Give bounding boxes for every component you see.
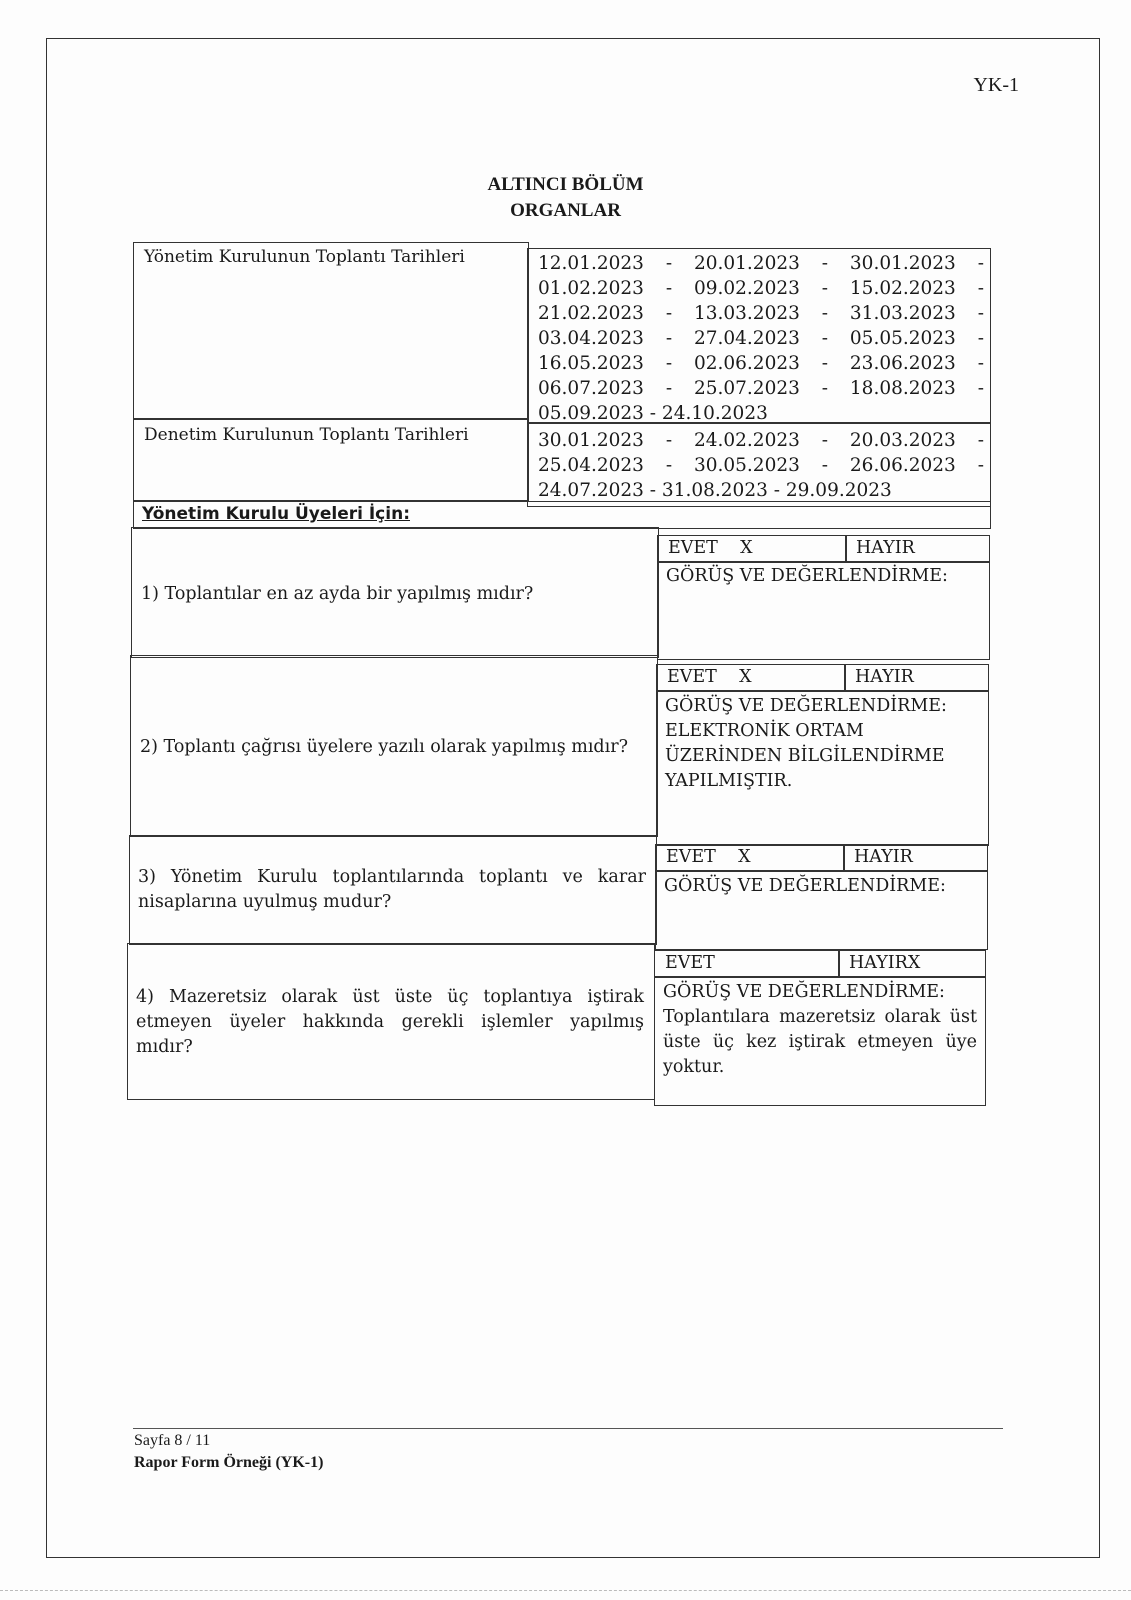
audit-meetings-dates-cell bbox=[527, 423, 991, 507]
page-number: Sayfa 8 / 11 bbox=[134, 1432, 211, 1449]
board-meetings-label-cell bbox=[133, 242, 529, 419]
board-date-row: 12.01.2023 - 20.01.2023 - 30.01.2023 - bbox=[538, 253, 984, 274]
board-date-row: 03.04.2023 - 27.04.2023 - 05.05.2023 - bbox=[538, 328, 984, 349]
question-1-text: 1) Toplantılar en az ayda bir yapılmış mıdır? bbox=[141, 584, 534, 604]
question-4-comment-cell bbox=[654, 976, 986, 1106]
board-meetings-label: Yönetim Kurulunun Toplantı Tarihleri bbox=[144, 247, 465, 267]
question-2-text: 2) Toplantı çağrısı üyelere yazılı olarak yapılmış mıdır? bbox=[140, 737, 628, 757]
question-3-comment-label: GÖRÜŞ VE DEĞERLENDİRME: bbox=[664, 876, 946, 896]
question-4-evet-cell bbox=[654, 950, 840, 978]
section-heading: Yönetim Kurulu Üyeleri İçin: bbox=[142, 504, 410, 524]
question-2-comment-label: GÖRÜŞ VE DEĞERLENDİRME: bbox=[665, 696, 947, 716]
audit-date-row: 30.01.2023 - 24.02.2023 - 20.03.2023 - bbox=[538, 430, 984, 451]
question-1-comment-cell bbox=[657, 561, 990, 660]
question-4-text: 4) Mazeretsiz olarak üst üste üç toplantıya iştirak etmeyen üyeler hakkında gerekli işlemler yapılmış mıdır? bbox=[136, 987, 644, 1057]
audit-dates bbox=[538, 428, 984, 503]
board-meetings-dates-cell bbox=[527, 248, 991, 423]
question-1-comment-label: GÖRÜŞ VE DEĞERLENDİRME: bbox=[666, 566, 948, 586]
form-code: YK-1 bbox=[973, 74, 1019, 96]
footer bbox=[134, 1430, 323, 1474]
question-3-hayir: HAYIR bbox=[854, 847, 913, 867]
section-heading-cell bbox=[133, 501, 991, 529]
scan-edge-line bbox=[0, 1590, 1131, 1591]
audit-date-row: 25.04.2023 - 30.05.2023 - 26.06.2023 - bbox=[538, 455, 984, 476]
question-4-comment: Toplantılara mazeretsiz olarak üst üste üç kez iştirak etmeyen üye yoktur. bbox=[663, 1007, 977, 1077]
question-3-hayir-cell bbox=[843, 844, 988, 872]
question-1-evet: EVET X bbox=[668, 538, 753, 558]
section-title: ALTINCI BÖLÜM bbox=[487, 174, 644, 195]
audit-meetings-label-cell bbox=[133, 419, 529, 501]
question-4-hayir: HAYIRX bbox=[849, 953, 921, 973]
board-date-row: 01.02.2023 - 09.02.2023 - 15.02.2023 - bbox=[538, 278, 984, 299]
question-4-comment-label: GÖRÜŞ VE DEĞERLENDİRME: bbox=[663, 982, 945, 1002]
question-2-evet: EVET X bbox=[667, 667, 752, 687]
audit-meetings-label: Denetim Kurulunun Toplantı Tarihleri bbox=[144, 425, 469, 445]
audit-date-last-row: 24.07.2023 - 31.08.2023 - 29.09.2023 bbox=[538, 480, 892, 501]
page-title bbox=[0, 172, 1131, 224]
question-3-comment-cell bbox=[655, 870, 988, 950]
question-2-evet-cell bbox=[656, 664, 846, 692]
board-dates bbox=[538, 251, 984, 426]
question-1-hayir-cell bbox=[845, 535, 990, 563]
question-3-evet-cell bbox=[655, 844, 845, 872]
question-2-hayir: HAYIR bbox=[855, 667, 914, 687]
question-1-evet-cell bbox=[657, 535, 847, 563]
question-2-comment: ELEKTRONİK ORTAM ÜZERİNDEN BİLGİLENDİRME YAPILMIŞTIR. bbox=[665, 721, 945, 791]
footer-divider bbox=[133, 1428, 1003, 1429]
question-4-hayir-cell bbox=[838, 950, 986, 978]
question-3-text: 3) Yönetim Kurulu toplantılarında toplantı ve karar nisaplarına uyulmuş mudur? bbox=[138, 867, 646, 912]
form-name: Rapor Form Örneği (YK-1) bbox=[134, 1454, 324, 1471]
board-date-row: 06.07.2023 - 25.07.2023 - 18.08.2023 - bbox=[538, 378, 984, 399]
question-4-evet: EVET bbox=[665, 953, 715, 973]
board-date-last-row: 05.09.2023 - 24.10.2023 bbox=[538, 403, 768, 424]
question-2-hayir-cell bbox=[844, 664, 989, 692]
question-1-hayir: HAYIR bbox=[856, 538, 915, 558]
section-subtitle: ORGANLAR bbox=[510, 200, 621, 221]
board-date-row: 21.02.2023 - 13.03.2023 - 31.03.2023 - bbox=[538, 303, 984, 324]
question-3-evet: EVET X bbox=[666, 847, 751, 867]
question-2-comment-cell bbox=[656, 690, 989, 846]
board-date-row: 16.05.2023 - 02.06.2023 - 23.06.2023 - bbox=[538, 353, 984, 374]
